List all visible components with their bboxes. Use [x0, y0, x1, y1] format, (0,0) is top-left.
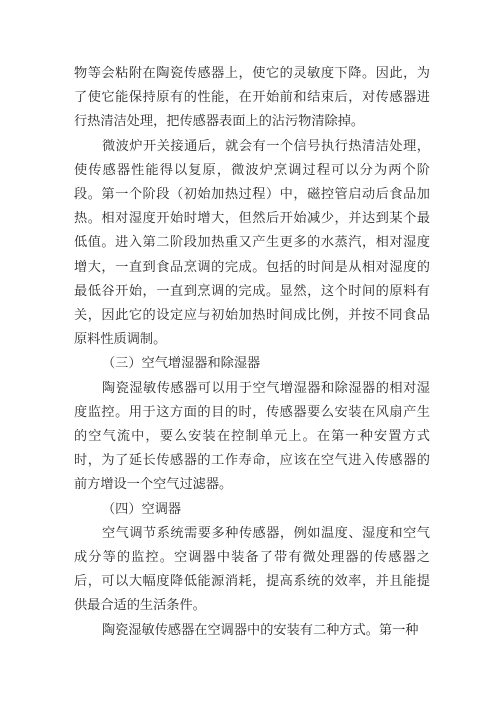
paragraph-installation: 陶瓷湿敏传感器在空调器中的安装有二种方式。第一种 — [102, 622, 419, 638]
paragraph-air-conditioner: 空气调节系统需要多种传感器，例如温度、湿度和空气成分等的监控。空调器中装备了带有微处理器的传感器之后，可以大幅度降低能源消耗，提高系统的效率，并且能提供最合适的生活条件。 — [74, 525, 430, 614]
section-heading-humidifier: （三）空气增湿器和除湿器 — [102, 356, 261, 372]
section-heading-air-conditioner: （四）空调器 — [102, 501, 182, 517]
paragraph-humidifier: 陶瓷湿敏传感器可以用于空气增湿器和除湿器的相对湿度监控。用于这方面的目的时，传感器要么安装在风扇产生的空气流中，要么安装在控制单元上。在第一种安置方式时，为了延长传感器的工作寿命，应该在空气进入传感器的前方增设一个空气过滤器。 — [74, 380, 430, 493]
document-body — [74, 62, 430, 643]
paragraph-microwave-process: 微波炉开关接通后，就会有一个信号执行热清洁处理，使传感器性能得以复原，微波炉烹调过程可以分为两个阶段。第一个阶段（初始加热过程）中，磁控管启动后食品加热。相对湿度开始时增大，但然后开始减少，并达到某个最低值。进入第二阶段加热重又产生更多的水蒸汽，相对湿度增大，一直到食品烹调的完成。包括的时间是从相对湿度的最低谷开始，一直到烹调的完成。显然，这个时间的原料有关，因此它的设定应与初始加热时间成比例，并按不同食品原料性质调制。 — [74, 138, 430, 348]
paragraph-sensor-cleaning: 物等会粘附在陶瓷传感器上，使它的灵敏度下降。因此，为了使它能保持原有的性能，在开始前和结束后，对传感器进行热清洁处理，把传感器表面上的沾污物清除掉。 — [74, 66, 430, 130]
